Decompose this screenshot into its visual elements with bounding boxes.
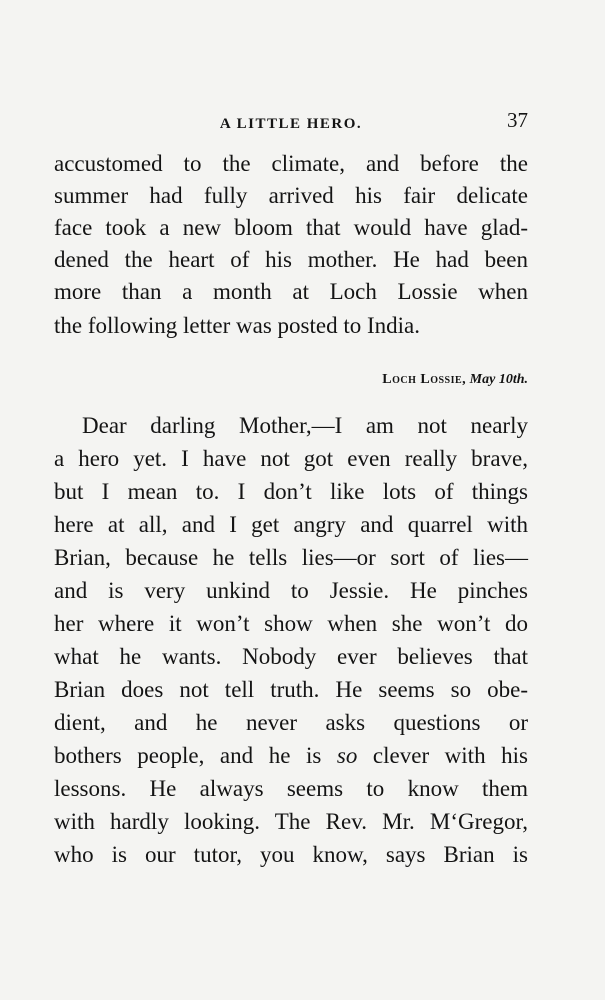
letter-line-text: bothers people, and he is (54, 743, 337, 768)
letter-line: what he wants. Nobody ever believes that (54, 644, 528, 669)
letter-line: her where it won’t show when she won’t do (54, 611, 528, 636)
letter-line (54, 410, 528, 442)
page-header (54, 108, 528, 138)
letter-line-text: Dear darling Mother,—I am not nearly (82, 413, 528, 438)
letter-line: but I mean to. I don’t like lots of things (54, 479, 528, 504)
letter-line: Brian, because he tells lies—or sort of lies— (54, 545, 528, 570)
letter-line-text: clever with his (357, 743, 528, 768)
text-line: summer had fully arrived his fair delicate (54, 183, 528, 208)
page-number: 37 (507, 108, 528, 132)
letter-dateline (54, 372, 528, 388)
text-line: accustomed to the climate, and before the (54, 151, 528, 176)
dateline-place: Loch Lossie, (382, 372, 467, 387)
letter-line: dient, and he never asks questions or (54, 710, 528, 735)
letter-line: and is very unkind to Jessie. He pinches (54, 578, 528, 603)
text-line: more than a month at Loch Lossie when (54, 279, 528, 304)
letter-line: lessons. He always seems to know them (54, 776, 528, 801)
letter-line (54, 740, 528, 772)
text-line: dened the heart of his mother. He had been (54, 247, 528, 272)
text-line: the following letter was posted to India. (54, 313, 421, 338)
emphasis-text: so (336, 743, 358, 768)
letter-line: Brian does not tell truth. He seems so obe- (54, 677, 528, 702)
text-line: face took a new bloom that would have glad- (54, 215, 528, 240)
letter-line: here at all, and I get angry and quarrel with (54, 512, 528, 537)
letter-line: who is our tutor, you know, says Brian is (54, 842, 528, 867)
letter-line: with hardly looking. The Rev. Mr. M‘Gregor, (54, 809, 528, 834)
running-title: A LITTLE HERO. (219, 116, 363, 132)
dateline-date: May 10th. (469, 372, 528, 387)
letter-line: a hero yet. I have not got even really brave, (54, 446, 528, 471)
